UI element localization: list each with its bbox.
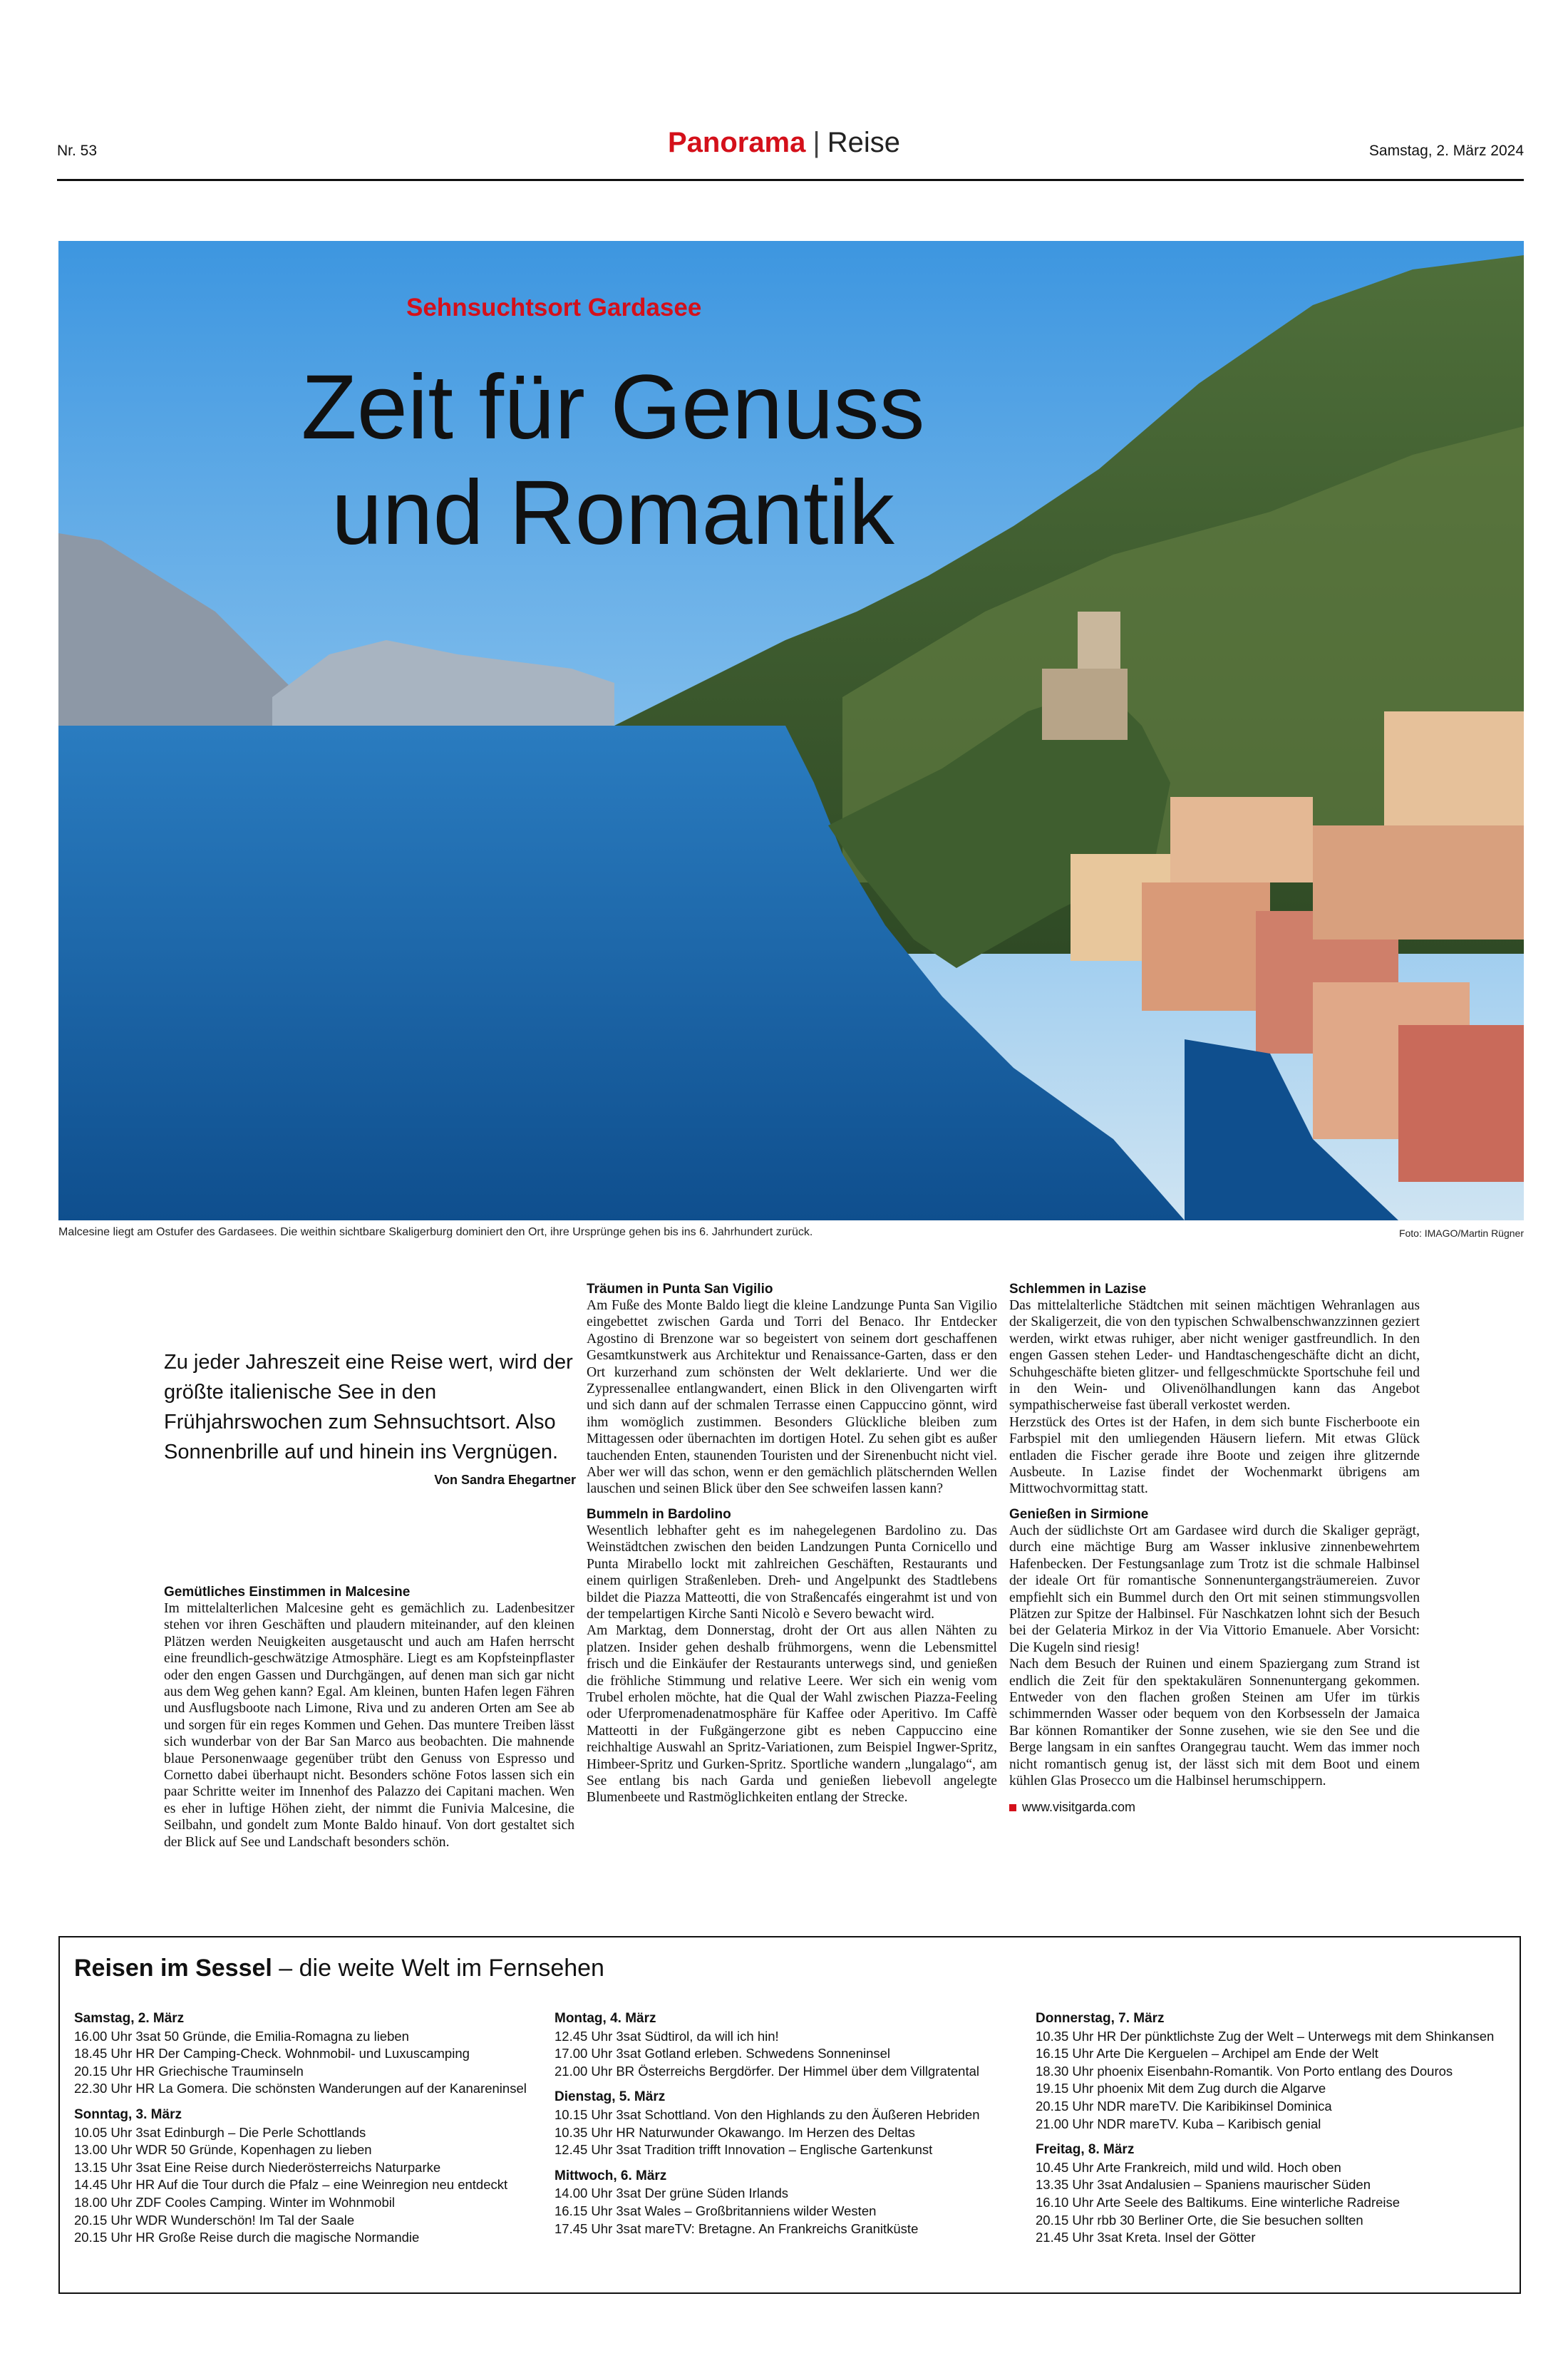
section-heading-malcesine: Gemütliches Einstimmen in Malcesine [164,1585,411,1600]
tv-listing: 10.45 Uhr Arte Frankreich, mild und wild. Hoch oben [1036,2159,1341,2175]
section-heading-punta-san-vigilio: Träumen in Punta San Vigilio [587,1282,773,1297]
tv-listing: 10.05 Uhr 3sat Edinburgh – Die Perle Schottlands [74,2124,366,2140]
tv-listing: 14.45 Uhr HR Auf die Tour durch die Pfalz – eine Weinregion neu entdeckt [74,2177,508,2193]
section-body-sirmione-2: Nach dem Besuch der Ruinen und einem Spaziergang zum Strand ist endlich die Zeit für den spektakulären Sonnenuntergang gekommen. Entweder von den flachen großen Steinen am Ufer im türkis schimmernden Wasser oder bequem von den Korbsesseln der Jamaica Bar können Romantiker der Sonne zusehen, wie sie den See und die Berge langsam in ein sanftes Orangegrau taucht. Wem das immer noch nicht romantisch genug ist, der lässt sich mit dem Boot und einem kühlen Glas Prosecco um die Halbinsel herumschippern. [1009,1657,1420,1788]
section-body-bardolino: Wesentlich lebhafter geht es im nahegelegenen Bardolino zu. Das Weinstädtchen zwischen den beiden Landzungen Punta Cornicello und Punta Mirabello lockt mit zahlreichen Geschäften, Restaurants und einem quirligen Straßenleben. Dreh- und Angelpunkt des Stadtlebens bildet die Piazza Matteotti, die von Straßencafés eingerahmt ist und von der tempelartigen Kirche Santi Nicolò e Severo bewacht wird. [587,1523,997,1622]
section-name: Panorama [667,127,806,158]
section-body-sirmione: Auch der südlichste Ort am Gardasee wird durch die Skaliger geprägt, durch eine mächtige Burg am Wasser inklusive zinnenbewehrtem Hafenbecken. Der Festungsanlage zum Trotz ist die schmale Halbinsel der ideale Ort für romantische Sonnenuntergangsträumereien. Zuvor empfiehlt sich ein Bummel durch den Ort mit seinen stimmungsvollen Plätzen zur Spitze der Halbinsel. Für Naschkatzen lohnt sich der Besuch bei der Gelateria Mirkoz in der Via Vittorio Emanuele. Aber Vorsicht: Die Kugeln sind riesig! [1009,1523,1420,1655]
article-kicker: Sehnsuchtsort Gardasee [406,294,702,321]
article-intro: Zu jeder Jahreszeit eine Reise wert, wird der größte italienische See in den Frühjahrswochen zum Sehnsuchtsort. Also Sonnenbrille auf und hinein ins Vergnügen. [164,1351,573,1463]
tv-listing: 20.15 Uhr rbb 30 Berliner Orte, die Sie besuchen sollten [1036,2212,1363,2228]
tv-listing: 17.00 Uhr 3sat Gotland erleben. Schwedens Sonneninsel [555,2046,891,2062]
tv-day-heading: Freitag, 8. März [1036,2142,1135,2158]
info-link-text[interactable]: www.visitgarda.com [1022,1800,1136,1815]
tv-column-3 [1036,2010,1513,2247]
article-headline: Zeit für Genuss und Romantik [301,356,925,564]
tv-listing: 20.15 Uhr HR Große Reise durch die magische Normandie [74,2230,420,2245]
tv-listing: 10.35 Uhr HR Der pünktlichste Zug der Welt – Unterwegs mit dem Shinkansen [1036,2028,1495,2044]
tv-day-heading: Sonntag, 3. März [74,2106,182,2122]
section-body-lazise-2: Herzstück des Ortes ist der Hafen, in dem sich bunte Fischerboote ein Farbspiel mit den umliegenden Häusern liefern. Mit etwas Glück entladen die Fischer gerade ihre Boote und zeigen ihre glitzernde Ausbeute. In Lazise findet der Wochenmarkt übrigens am Mittwochvormittag statt. [1009,1414,1420,1497]
section-heading-sirmione: Genießen in Sirmione [1009,1506,1149,1522]
tv-day-heading: Mittwoch, 6. März [555,2168,667,2183]
tv-day-heading: Montag, 4. März [555,2011,656,2026]
tv-listing: 13.35 Uhr 3sat Andalusien – Spaniens maurischer Süden [1036,2177,1371,2193]
tv-listing: 21.00 Uhr NDR mareTV. Kuba – Karibisch genial [1036,2116,1321,2131]
tv-listing: 18.30 Uhr phoenix Eisenbahn-Romantik. Von Porto entlang des Douros [1036,2063,1453,2079]
issue-number: Nr. 53 [57,143,98,159]
section-body-lazise: Das mittelalterliche Städtchen mit seinen mächtigen Wehranlagen aus der Skaligerzeit, die von den typischen Schwalbenschwanzzinnen geziert werden, wirkt etwas ruhiger, aber nicht weniger gastfreundlich. In den engen Gassen stehen Leder- und Handtaschengeschäfte dicht an dicht, Schuhgeschäfte bieten glitzer- und fellgeschmückte Sportschuhe feil und in den Wein- und Olivenölhandlungen kann das Angebot sympathischerweise fast überall verkostet werden. [1009,1298,1420,1414]
section-body-malcesine: Im mittelalterlichen Malcesine geht es gemächlich zu. Ladenbesitzer stehen vor ihren Geschäften und plaudern miteinander, auf den kleinen Plätzen werden Neuigkeiten ausgetauscht und auch am Hafen herrscht eine freundlich-geschwätzige Atmosphäre. Liegt es am Kopfsteinpflaster oder den engen Gassen und Durchgängen, auf denen man sich gar nicht aus dem Weg gehen kann? Egal. Am kleinen, bunten Hafen legen Fähren und Ausflugsboote nach Limone, Riva und zu anderen Orten am See ab und sorgen für ein reges Kommen und Gehen. Das muntere Treiben lässt sich wunderbar von der Bar San Marco aus beobachten. Die mahnende blaue Personenwaage gegenüber trübt den Genuss von Espresso und Cornetto dabei überhaupt nicht. Besonders schöne Fotos lassen sich ein paar Schritte weiter im Innenhof des Palazzo dei Capitani machen. Wen es eher in luftige Höhen zieht, der nimmt die Funivia Malcesine, die Seilbahn, und gondelt zum Monte Baldo hinauf. Von dort gestaltet sich der Blick auf See und Landschaft besonders schön. [164,1601,574,1850]
tv-listing: 16.15 Uhr Arte Die Kerguelen – Archipel am Ende der Welt [1036,2046,1378,2062]
header-rule [57,179,1524,181]
tv-listing: 14.00 Uhr 3sat Der grüne Süden Irlands [555,2186,789,2201]
tv-listing: 13.15 Uhr 3sat Eine Reise durch Niederösterreichs Naturparke [74,2159,441,2175]
article-column-1 [164,1584,574,1851]
tv-listing: 18.45 Uhr HR Der Camping-Check. Wohnmobil- und Luxuscamping [74,2046,470,2062]
section-body-bardolino-2: Am Marktag, dem Donnerstag, droht der Ort aus allen Nähten zu platzen. Insider gehen deshalb frühmorgens, wenn die Lebensmittel frisch und die Einkäufer der Restaurants unterwegs sind, und genießen die fröhliche Stimmung und relative Leere. Wer sich ein wenig vom Trubel erholen möchte, hat die Qual der Wahl zwischen Piazza-Feeling oder Uferpromenadenatmosphäre für Kaffee oder Aperitivo. Im Caffè Matteotti in der Fußgängerzone gibt es neben Cappuccino eine reichhaltige Auswahl an Spritz-Variationen, zum Beispiel Ingwer-Spritz, Himbeer-Spritz und Gurken-Spritz. Sportliche wandern „lungalago“, am See entlang bis nach Garda und genießen liebevoll angelegte Blumenbeete und Rastmöglichkeiten entlang der Strecke. [587,1623,997,1806]
section-header: Panorama | Reise [667,127,901,158]
tv-listing: 16.10 Uhr Arte Seele des Baltikums. Eine winterliche Radreise [1036,2194,1401,2210]
tv-listing: 12.45 Uhr 3sat Südtirol, da will ich hin! [555,2028,779,2044]
info-link[interactable] [1009,1799,1420,1816]
issue-date: Samstag, 2. März 2024 [1368,143,1524,159]
tv-listing: 12.45 Uhr 3sat Tradition trifft Innovation – Englische Gartenkunst [555,2142,933,2158]
article-byline: Von Sandra Ehegartner [434,1473,576,1487]
tv-listing: 21.45 Uhr 3sat Kreta. Insel der Götter [1036,2230,1256,2245]
tv-listing: 20.15 Uhr HR Griechische Trauminseln [74,2063,304,2079]
subsection-name: Reise [827,127,901,158]
tv-listing: 13.00 Uhr WDR 50 Gründe, Kopenhagen zu lieben [74,2142,372,2158]
section-heading-lazise: Schlemmen in Lazise [1009,1282,1147,1297]
photo-caption: Malcesine liegt am Ostufer des Gardasees. Die weithin sichtbare Skaligerburg dominiert den Ort, ihre Ursprünge gehen bis ins 6. Jahrhundert zurück. [58,1226,813,1238]
tv-day-heading: Donnerstag, 7. März [1036,2011,1165,2026]
tv-listing: 17.45 Uhr 3sat mareTV: Bretagne. An Frankreichs Granitküste [555,2220,919,2236]
tv-listing: 16.15 Uhr 3sat Wales – Großbritanniens wilder Westen [555,2203,877,2218]
section-body-punta-san-vigilio: Am Fuße des Monte Baldo liegt die kleine Landzunge Punta San Vigilio eingebettet zwischen Garda und Torri del Benaco. Ihr Entdecker Agostino di Brenzone war so begeistert von seinem dort geschaffenen Gesamtkunstwerk aus Architektur und Renaissance-Garten, dass er den Ort kurzerhand zum schönsten der Welt deklarierte. Und wer die Zypressenallee entlangwandert, einen Blick in den Olivengarten wirft und sich dann auf der schmalen Terrasse einen Cappuccino gönnt, wird ihm womöglich zustimmen. Besonders Glückliche bleiben zum Mittagessen oder übernachten im dortigen Hotel. Zu sehen gibt es außer tauchenden Enten, staunenden Touristen und der Sirenenbucht nicht viel. Aber wer will das schon, wenn er den gemächlich plätschernden Wellen lauschen und seinen Blick über den See schweifen lassen kann? [587,1298,997,1497]
tv-column-2 [555,2010,1025,2238]
tv-listing: 18.00 Uhr ZDF Cooles Camping. Winter im Wohnmobil [74,2194,395,2210]
tv-listings-title: Reisen im Sessel – die weite Welt im Fernsehen [74,1955,604,1982]
tv-day-heading: Dienstag, 5. März [555,2089,666,2105]
tv-listing: 10.15 Uhr 3sat Schottland. Von den Highlands zu den Äußeren Hebriden [555,2106,980,2122]
tv-listing: 20.15 Uhr WDR Wunderschön! Im Tal der Saale [74,2212,355,2228]
tv-listing: 10.35 Uhr HR Naturwunder Okawango. Im Herzen des Deltas [555,2124,915,2140]
tv-listing: 22.30 Uhr HR La Gomera. Die schönsten Wanderungen auf der Kanareninsel [74,2081,527,2096]
tv-listing: 20.15 Uhr NDR mareTV. Die Karibikinsel Dominica [1036,2098,1332,2114]
tv-listing: 19.15 Uhr phoenix Mit dem Zug durch die Algarve [1036,2081,1326,2096]
tv-listing: 21.00 Uhr BR Österreichs Bergdörfer. Der Himmel über dem Villgratental [555,2063,980,2079]
red-square-icon [1009,1804,1016,1811]
article-column-3 [1009,1281,1420,1816]
article-column-2 [587,1281,997,1806]
tv-listing: 16.00 Uhr 3sat 50 Gründe, die Emilia-Romagna zu lieben [74,2028,409,2044]
section-heading-bardolino: Bummeln in Bardolino [587,1506,731,1522]
photo-credit: Foto: IMAGO/Martin Rügner [1398,1227,1524,1239]
tv-day-heading: Samstag, 2. März [74,2011,185,2026]
tv-column-1 [74,2010,545,2247]
